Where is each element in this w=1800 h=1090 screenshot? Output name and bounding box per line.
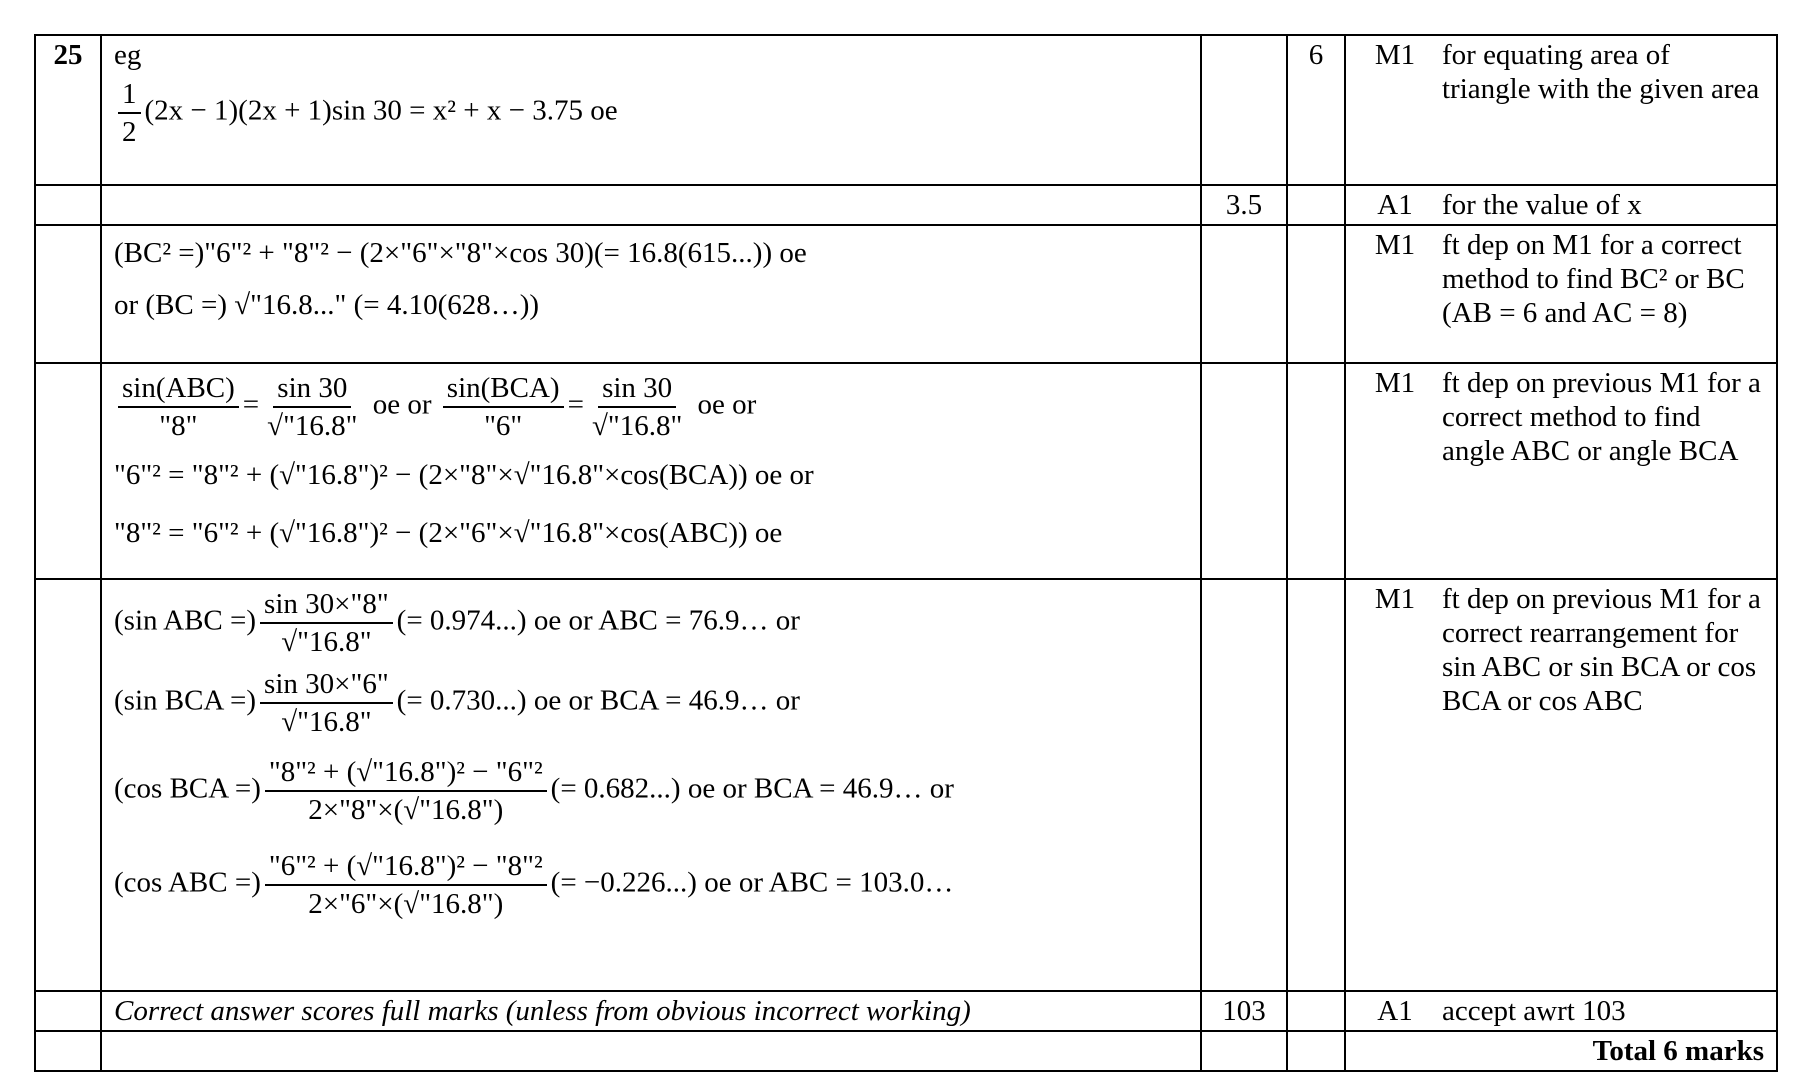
working-text: eg bbox=[114, 39, 142, 71]
working-cell bbox=[101, 35, 1201, 185]
fraction-denominator: "8" bbox=[159, 410, 198, 442]
working-cell bbox=[101, 225, 1201, 363]
table-row bbox=[35, 991, 1777, 1031]
equation bbox=[114, 76, 1188, 150]
fraction-denominator: √"16.8" bbox=[281, 626, 372, 658]
equation bbox=[114, 848, 1188, 922]
guidance-cell bbox=[1345, 363, 1777, 579]
marks-cell: 6 bbox=[1287, 35, 1345, 185]
mark-code: A1 bbox=[1377, 189, 1413, 221]
guidance-note: for equating area of triangle with the given area bbox=[1442, 39, 1760, 105]
fraction-numerator: sin(ABC) bbox=[118, 370, 239, 408]
table-row bbox=[35, 35, 1777, 185]
fraction-denominator: 2 bbox=[122, 116, 137, 148]
equation-suffix: (= 0.974...) oe or ABC = 76.9… or bbox=[396, 604, 800, 637]
equation: "8"² = "6"² + (√"16.8")² − (2×"6"×√"16.8"×cos(ABC)) oe bbox=[114, 517, 783, 549]
guidance-cell bbox=[1345, 185, 1777, 225]
fraction-denominator: √"16.8" bbox=[591, 410, 683, 442]
guidance-note: ft dep on M1 for a correct method to find BC² or BC (AB = 6 and AC = 8) bbox=[1442, 229, 1745, 329]
equation: or (BC =) √"16.8..." (= 4.10(628…)) bbox=[114, 289, 540, 321]
fraction-numerator: sin 30×"8" bbox=[260, 586, 393, 624]
equation-prefix: (cos ABC =) bbox=[114, 866, 261, 899]
guidance-cell bbox=[1345, 225, 1777, 363]
fraction-numerator: sin 30 bbox=[273, 370, 351, 408]
table-row bbox=[35, 579, 1777, 991]
mark-code: M1 bbox=[1374, 229, 1416, 261]
fraction-numerator: "8"² + (√"16.8")² − "6"² bbox=[265, 754, 547, 792]
working-cell: Correct answer scores full marks (unless from obvious incorrect working) bbox=[101, 991, 1201, 1031]
equation-prefix: (sin BCA =) bbox=[114, 684, 257, 717]
guidance-note: ft dep on previous M1 for a correct method to find angle ABC or angle BCA bbox=[1442, 367, 1761, 467]
mark-code: M1 bbox=[1374, 367, 1416, 399]
fraction-numerator: sin(BCA) bbox=[443, 370, 564, 408]
mark-code: M1 bbox=[1374, 583, 1416, 615]
fraction-denominator: √"16.8" bbox=[281, 706, 372, 738]
guidance-note: ft dep on previous M1 for a correct rearrangement for sin ABC or sin BCA or cos BCA or cos ABC bbox=[1442, 583, 1761, 717]
answer-cell bbox=[1201, 35, 1287, 185]
guidance-cell bbox=[1345, 35, 1777, 185]
guidance-note: accept awrt 103 bbox=[1442, 995, 1626, 1027]
equation bbox=[114, 586, 1188, 660]
connector-text: oe or bbox=[697, 388, 757, 421]
equation-text: (2x − 1)(2x + 1)sin 30 = x² + x − 3.75 oe bbox=[144, 94, 618, 127]
equation: (BC² =)"6"² + "8"² − (2×"6"×"8"×cos 30)(= 16.8(615...)) oe bbox=[114, 237, 807, 269]
equation bbox=[114, 666, 1188, 740]
working-cell bbox=[101, 363, 1201, 579]
equation-suffix: (= 0.730...) oe or BCA = 46.9… or bbox=[396, 684, 800, 717]
equation-prefix: (cos BCA =) bbox=[114, 772, 261, 805]
mark-scheme-table bbox=[34, 34, 1778, 1072]
equation: "6"² = "8"² + (√"16.8")² − (2×"8"×√"16.8"×cos(BCA)) oe or bbox=[114, 459, 814, 491]
answer-cell: 3.5 bbox=[1201, 185, 1287, 225]
fraction-denominator: √"16.8" bbox=[267, 410, 358, 442]
fraction-numerator: 1 bbox=[118, 76, 141, 114]
fraction-denominator: 2×"6"×(√"16.8") bbox=[308, 888, 504, 920]
guidance-cell bbox=[1345, 579, 1777, 991]
fraction-numerator: sin 30 bbox=[598, 370, 676, 408]
mark-code: A1 bbox=[1377, 995, 1413, 1027]
table-row bbox=[35, 225, 1777, 363]
equation bbox=[114, 754, 1188, 828]
equation-suffix: (= 0.682...) oe or BCA = 46.9… or bbox=[550, 772, 954, 805]
equation-prefix: (sin ABC =) bbox=[114, 604, 257, 637]
guidance-cell bbox=[1345, 991, 1777, 1031]
fraction-denominator: 2×"8"×(√"16.8") bbox=[308, 794, 504, 826]
guidance-note: for the value of x bbox=[1442, 189, 1642, 221]
table-row bbox=[35, 185, 1777, 225]
total-marks: Total 6 marks bbox=[1345, 1031, 1777, 1071]
fraction-numerator: sin 30×"6" bbox=[260, 666, 393, 704]
answer-cell: 103 bbox=[1201, 991, 1287, 1031]
mark-code: M1 bbox=[1374, 39, 1416, 71]
table-row bbox=[35, 363, 1777, 579]
connector-text: oe or bbox=[372, 388, 432, 421]
working-cell bbox=[101, 579, 1201, 991]
fraction-denominator: "6" bbox=[484, 410, 523, 442]
equation: $\frac{\text{sin(ABC)}}{"8"}$ = $\frac{\sin 30}{√"16.8"}$ oe or $\frac{\text{sin(BCA)}}{"6"}$ = $\frac{\sin 30}{√"16.8"}$ oe or bbox=[114, 370, 1188, 444]
equation-suffix: (= −0.226...) oe or ABC = 103.0… bbox=[550, 866, 954, 899]
table-row bbox=[35, 1031, 1777, 1071]
fraction-numerator: "6"² + (√"16.8")² − "8"² bbox=[265, 848, 547, 886]
question-number: 25 bbox=[35, 35, 101, 185]
